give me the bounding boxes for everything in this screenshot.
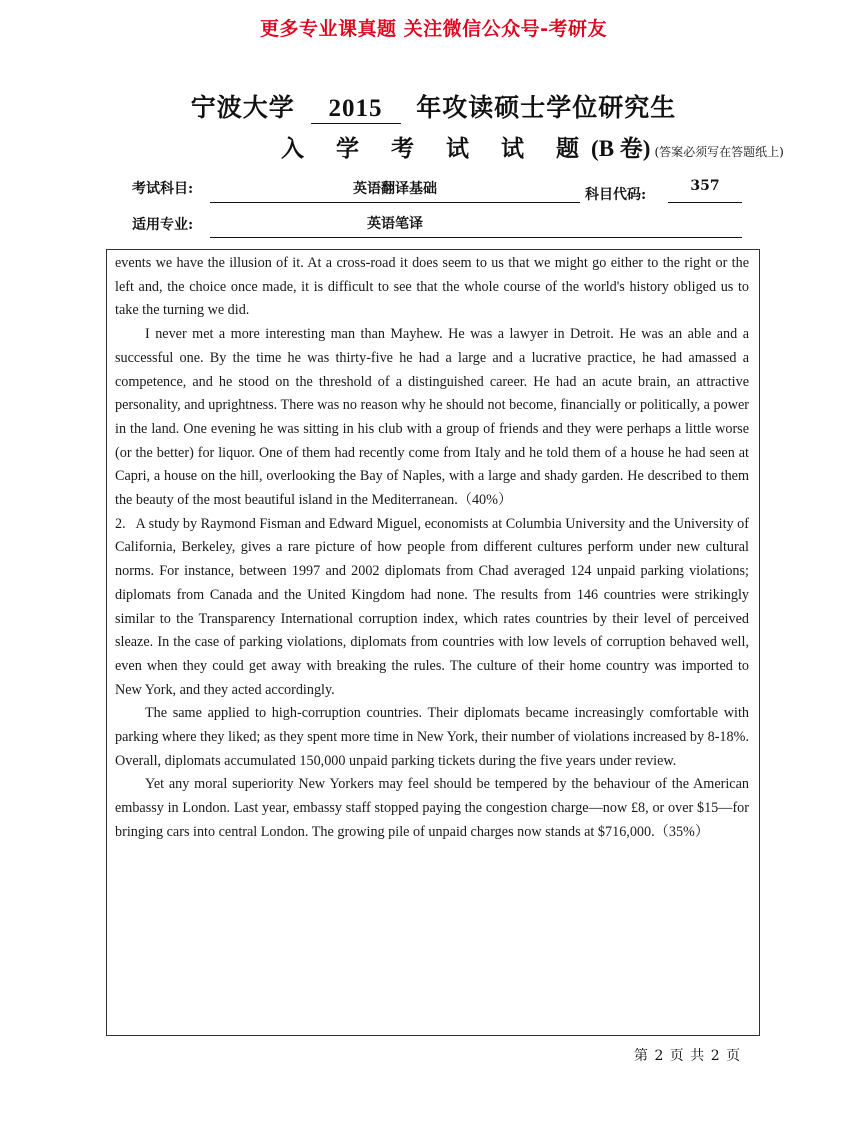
paper-type: (B 卷) [591, 136, 651, 161]
subject-label: 考试科目: [132, 181, 194, 197]
code-value: 357 [690, 178, 720, 194]
major-underline [210, 237, 742, 238]
code-label: 科目代码: [585, 187, 647, 203]
paragraph: 2. A study by Raymond Fisman and Edward Miguel, economists at Columbia University and the University of California, Berkeley, gives a rare picture of how people from different cultures perform under new cultural norms. For instance, between 1997 and 2002 diplomats from Chad averaged 124 unpaid parking violations; diplomats from Canada and the United Kingdom had none. The results from 146 countries were strikingly similar to the Transparency International corruption index, which rates countries by their level of perceived sleaze. In the case of parking violations, diplomats from countries with low levels of corruption behaved well, even when they could get away with breaking the rules. The culture of their home country was imported to New York, and they acted accordingly. [115, 515, 749, 698]
paragraph: The same applied to high-corruption countries. Their diplomats became increasingly comfortable with parking where they liked; as they spent more time in New York, their number of violations increased by 8-18%. Overall, diplomats accumulated 150,000 unpaid parking tickets during the five years under review. [115, 705, 749, 769]
page-number: 第 2 页 共 2 页 [634, 1048, 742, 1064]
exam-title-line1 [0, 88, 867, 124]
answer-note: (答案必须写在答题纸上) [654, 145, 784, 159]
exam-year: 2015 [311, 95, 401, 124]
paragraph: Yet any moral superiority New Yorkers may feel should be tempered by the behaviour of the American embassy in London. Last year, embassy staff stopped paying the congestion charge—now £8, or over $15—for bringing cars into central London. The growing pile of unpaid charges now stands at $716,000.（35%） [115, 776, 749, 840]
subject-value: 英语翻译基础 [353, 181, 437, 197]
paragraph: events we have the illusion of it. At a cross-road it does seem to us that we might go either to the right or the left and, the choice once made, it is difficult to see that the whole course of the world's history obliged us to take the turning we did. [115, 255, 749, 319]
exam-passage [115, 252, 749, 845]
promo-banner: 更多专业课真题 关注微信公众号-考研友 [259, 18, 607, 40]
paragraph: I never met a more interesting man than Mayhew. He was a lawyer in Detroit. He was an able and a successful one. By the time he was thirty-five he had a large and a lucrative practice, he had amassed a competence, and he stood on the threshold of a distinguished career. He had an acute brain, an attractive personality, and uprightness. There was no reason why he should not become, financially or politically, a power in the land. One evening he was sitting in his club with a group of friends and they were perhaps a little worse (or the better) for liquor. One of them had recently come from Italy and he told them of a house he had seen at Capri, a house on the hill, overlooking the Bay of Naples, with a large and shady garden. He described to them the beauty of the most beautiful island in the Mediterranean.（40%） [115, 326, 749, 509]
exam-title: 入 学 考 试 试 题 [281, 135, 592, 162]
major-value: 英语笔译 [367, 216, 423, 232]
exam-title-line2 [281, 130, 784, 163]
major-label: 适用专业: [132, 217, 194, 233]
university-name: 宁波大学 [190, 93, 295, 122]
subject-underline [210, 202, 580, 203]
code-underline [668, 202, 742, 203]
title-rest: 年攻读硕士学位研究生 [416, 93, 677, 122]
